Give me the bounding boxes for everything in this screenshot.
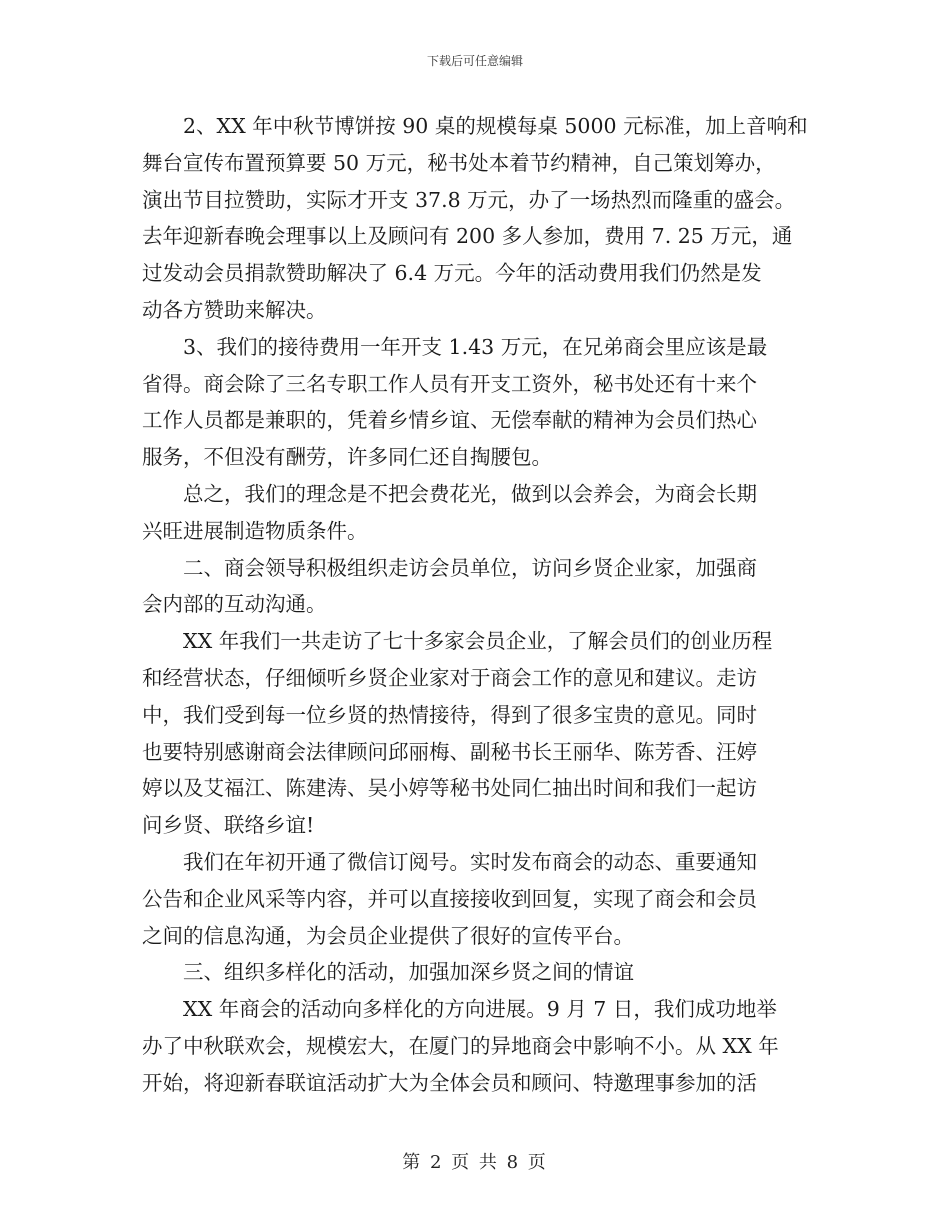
text-line: 去年迎新春晚会理事以上及顾问有 200 多人参加，费用 7. 25 万元，通 xyxy=(142,224,793,249)
text-line: 省得。商会除了三名专职工作人员有开支工资外，秘书处还有十来个 xyxy=(142,371,757,396)
page-footer: 第 2 页 共 8 页 xyxy=(402,1152,548,1173)
text-line: XX 年我们一共走访了七十多家会员企业，了解会员们的创业历程 xyxy=(142,629,773,654)
text-line: 兴旺进展制造物质条件。 xyxy=(142,518,368,543)
text-line: 动各方赞助来解决。 xyxy=(142,297,327,322)
text-line: XX 年商会的活动向多样化的方向进展。9 月 7 日，我们成功地举 xyxy=(142,997,777,1022)
text-line: 会内部的互动沟通。 xyxy=(142,592,327,617)
text-line: 婷以及艾福江、陈建涛、吴小婷等秘书处同仁抽出时间和我们一起访 xyxy=(142,776,757,801)
text-line: 问乡贤、联络乡谊! xyxy=(142,813,315,838)
text-line: 和经营状态，仔细倾听乡贤企业家对于商会工作的意见和建议。走访 xyxy=(142,665,757,690)
text-line: 三、组织多样化的活动，加强加深乡贤之间的情谊 xyxy=(142,960,634,985)
text-line: 开始，将迎新春联谊活动扩大为全体会员和顾问、特邀理事参加的活 xyxy=(142,1070,757,1095)
document-body xyxy=(142,108,817,1102)
text-line: 总之，我们的理念是不把会费花光，做到以会养会，为商会长期 xyxy=(142,481,757,506)
page-header: 下载后可任意编辑 xyxy=(426,54,523,68)
text-line: 办了中秋联欢会，规模宏大，在厦门的异地商会中影响不小。从 XX 年 xyxy=(142,1033,779,1058)
text-line: 我们在年初开通了微信订阅号。实时发布商会的动态、重要通知 xyxy=(142,849,757,874)
text-line: 中，我们受到每一位乡贤的热情接待，得到了很多宝贵的意见。同时 xyxy=(142,702,757,727)
text-line: 之间的信息沟通，为会员企业提供了很好的宣传平台。 xyxy=(142,923,634,948)
text-line: 过发动会员捐款赞助解决了 6.4 万元。今年的活动费用我们仍然是发 xyxy=(142,261,762,286)
text-line: 工作人员都是兼职的，凭着乡情乡谊、无偿奉献的精神为会员们热心 xyxy=(142,408,757,433)
text-line: 二、商会领导积极组织走访会员单位，访问乡贤企业家，加强商 xyxy=(142,555,757,580)
text-line: 演出节目拉赞助，实际才开支 37.8 万元，办了一场热烈而隆重的盛会。 xyxy=(142,187,796,212)
text-line: 舞台宣传布置预算要 50 万元，秘书处本着节约精神，自己策划筹办， xyxy=(142,150,776,175)
text-line: 也要特别感谢商会法律顾问邱丽梅、副秘书长王丽华、陈芳香、汪婷 xyxy=(142,739,757,764)
text-line: 2、XX 年中秋节博饼按 90 桌的规模每桌 5000 元标准，加上音响和 xyxy=(142,114,808,138)
text-line: 服务，不但没有酬劳，许多同仁还自掏腰包。 xyxy=(142,445,552,470)
text-line: 公告和企业风采等内容，并可以直接接收到回复，实现了商会和会员 xyxy=(142,886,757,911)
text-line: 3、我们的接待费用一年开支 1.43 万元，在兄弟商会里应该是最 xyxy=(142,334,768,359)
